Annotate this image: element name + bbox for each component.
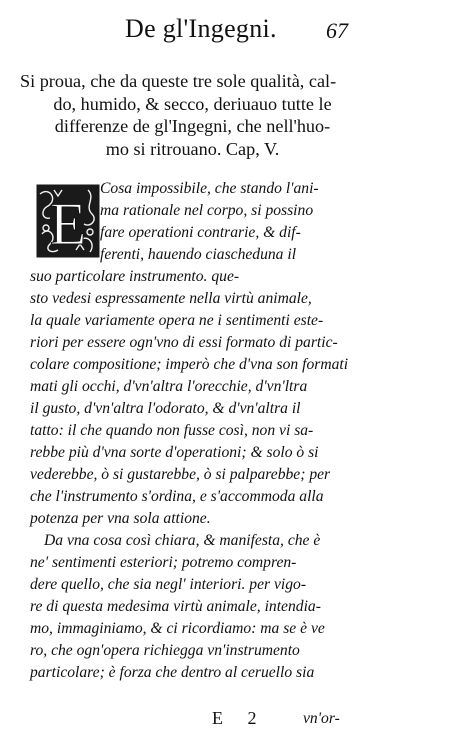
- body-line: ne' sentimenti esteriori; potremo compren-: [30, 554, 297, 571]
- body-line: mo, immaginiamo, & ci ricordiamo: ma se è ve: [30, 620, 325, 637]
- body-line: potenza per vna sola attione.: [30, 510, 211, 527]
- chapter-heading-line: Si proua, che da queste tre sole qualità, cal-: [20, 71, 337, 91]
- body-line: il gusto, d'vn'altra l'odorato, & d'vn'altra il: [30, 400, 301, 417]
- body-line: ma rationale nel corpo, si possino: [100, 202, 314, 219]
- initial-letter: E: [49, 191, 87, 257]
- chapter-heading-line: mo si ritrouano. Cap, V.: [105, 138, 280, 159]
- body-line: Da vna cosa così chiara, & manifesta, che è: [44, 532, 321, 549]
- body-line: tatto: il che quando non fusse così, non vi sa-: [30, 422, 314, 439]
- running-head: De gl'Ingegni.: [125, 14, 277, 43]
- body-line: ro, che ogn'opera richiegga vn'instrumento: [30, 642, 300, 659]
- decorated-initial-icon: [36, 184, 100, 258]
- signature-mark: E 2: [212, 708, 267, 728]
- body-line: suo particolare instrumento. que-: [30, 268, 240, 285]
- body-line: rebbe più d'vna sorte d'operationi; & solo ò si: [30, 444, 319, 461]
- body-line: sto vedesi espressamente nella virtù animale,: [30, 290, 312, 307]
- page-number: 67: [326, 18, 348, 43]
- body-line: dere quello, che sia negl' interiori. per vigo-: [30, 576, 307, 593]
- chapter-heading: [20, 70, 365, 160]
- body-line: Cosa impossibile, che stando l'ani-: [100, 180, 319, 197]
- body-line: che l'instrumento s'ordina, e s'accommoda alla: [30, 488, 324, 505]
- body-line: mati gli occhi, d'vn'altra l'orecchie, d'vn'ltra: [30, 378, 308, 395]
- body-line: re di questa medesima virtù animale, intendia-: [30, 598, 321, 615]
- chapter-heading-line: do, humido, & secco, deriuauo tutte le: [53, 93, 332, 114]
- catchword: vn'or-: [303, 710, 340, 727]
- chapter-heading-line: differenze de gl'Ingegni, che nell'huo-: [54, 116, 331, 136]
- body-line: fare operationi contrarie, & dif-: [100, 224, 301, 241]
- body-line: vederebbe, ò si gustarebbe, ò si palparebbe; per: [30, 466, 331, 483]
- body-line: la quale variamente opera ne i sentimenti este-: [30, 312, 324, 329]
- body-line: colare compositione; imperò che d'vna son formati: [30, 356, 349, 373]
- body-line: ferenti, hauendo ciascheduna il: [100, 246, 297, 263]
- body-line: riori per essere ogn'vno di essi formato di partic-: [30, 334, 338, 351]
- body-line: particolare; è forza che dentro al ceruello sia: [30, 664, 315, 681]
